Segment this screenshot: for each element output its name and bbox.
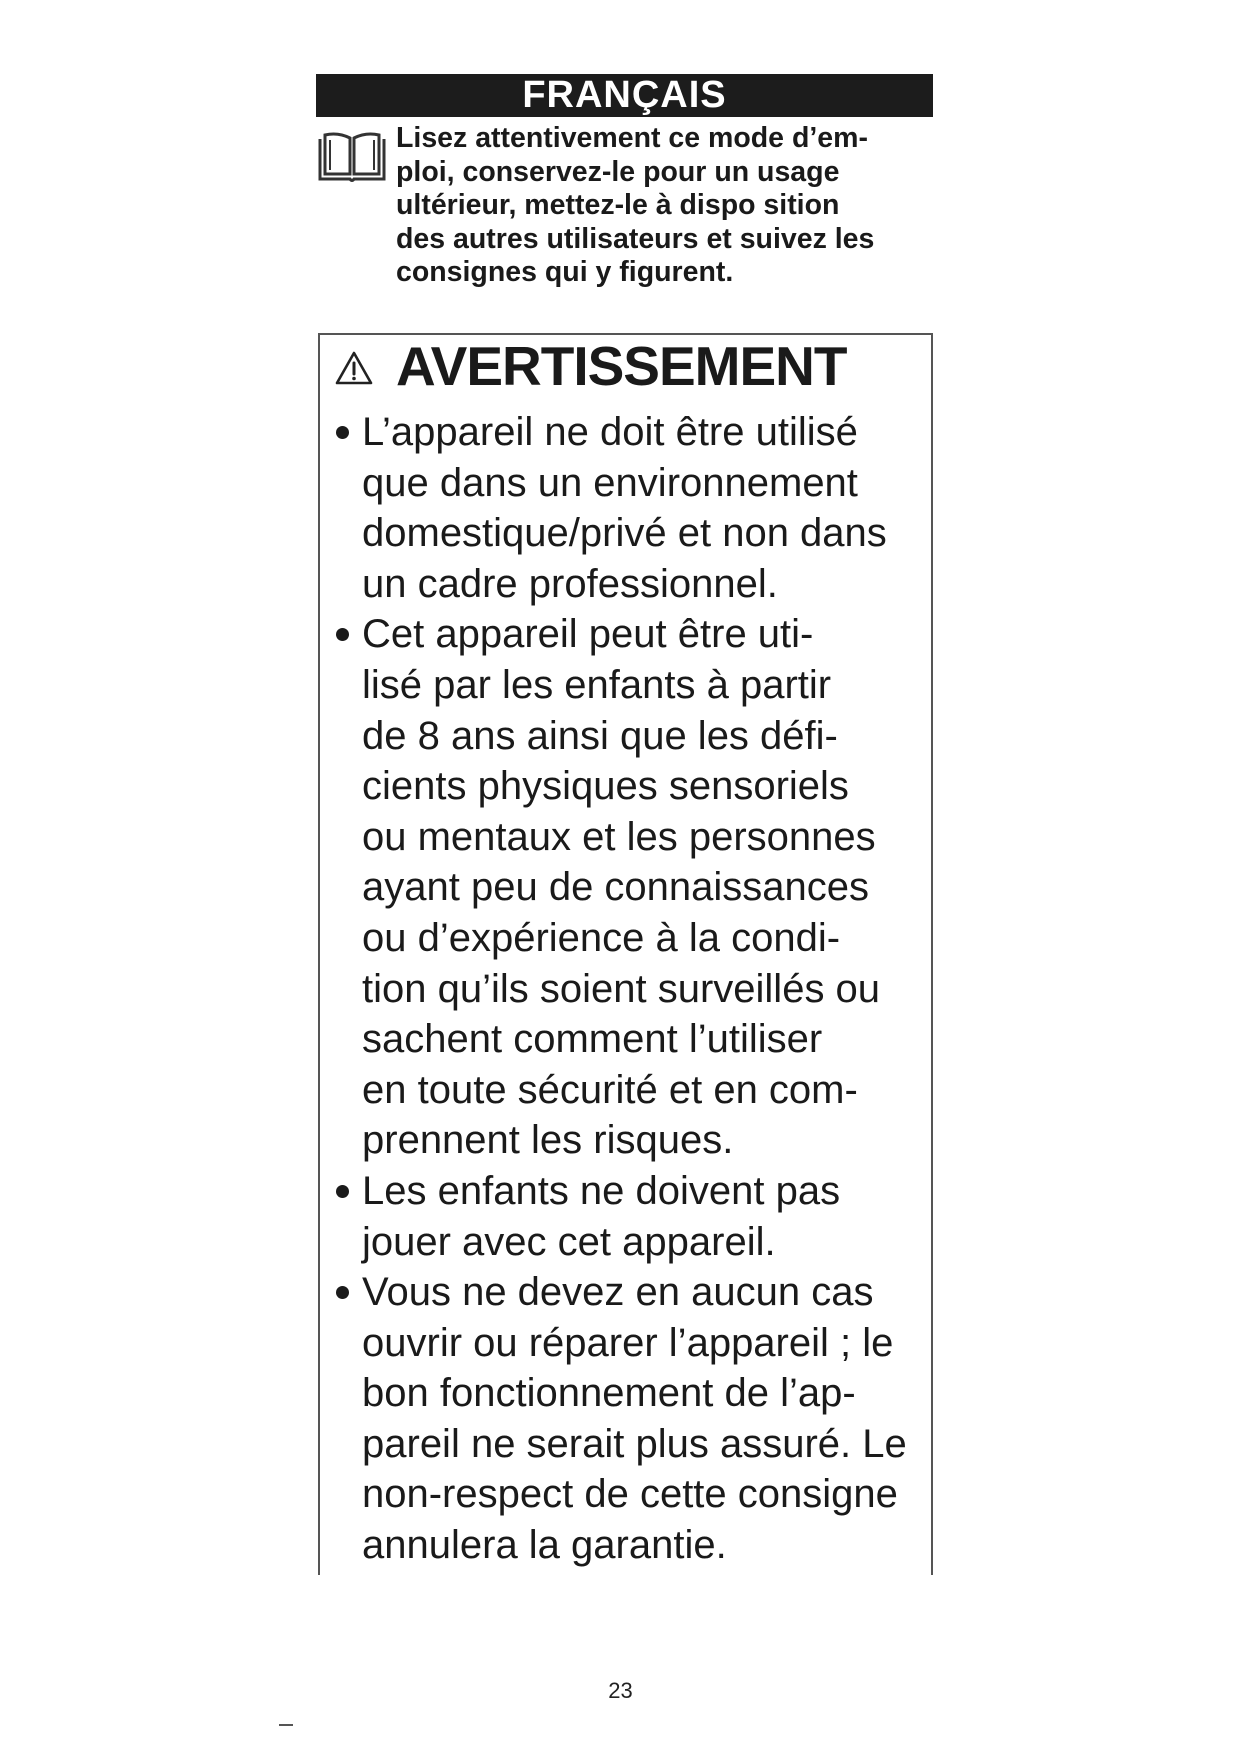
- warning-line: Les enfants ne doivent pas: [362, 1168, 841, 1213]
- warning-title: AVERTISSEMENT: [396, 335, 847, 397]
- warning-item: [330, 407, 930, 609]
- bullet-dot: [336, 1185, 349, 1198]
- page-number: 23: [608, 1678, 633, 1703]
- warning-triangle-icon: [334, 350, 374, 386]
- intro-line: Lisez attentivement ce mode d’em-: [396, 122, 868, 154]
- warning-line: que dans un environnement: [362, 460, 858, 505]
- warning-line: sachent comment l’utiliser: [362, 1017, 823, 1062]
- bullet-dot: [336, 426, 349, 439]
- warning-line: de 8 ans ainsi que les défi-: [362, 713, 838, 758]
- crop-mark: [279, 1724, 293, 1726]
- warning-line: domestique/privé et non dans: [362, 511, 887, 556]
- bullet-dot: [336, 628, 349, 641]
- warning-line: lisé par les enfants à partir: [362, 662, 832, 707]
- warning-line: jouer avec cet appareil.: [362, 1219, 776, 1264]
- warning-line: ouvrir ou réparer l’appareil ; le: [362, 1320, 894, 1365]
- warning-line: ayant peu de connaissances: [362, 865, 870, 910]
- warning-line: Vous ne devez en aucun cas: [362, 1270, 874, 1315]
- warning-item: [330, 609, 930, 1166]
- book-icon: [316, 129, 388, 185]
- warning-line: L’appareil ne doit être utilisé: [362, 410, 858, 454]
- warning-line: cients physiques sensoriels: [362, 764, 849, 809]
- warning-line: Cet appareil peut être uti-: [362, 612, 814, 657]
- warning-line: prennent les risques.: [362, 1118, 734, 1163]
- warning-line: ou d’expérience à la condi-: [362, 915, 841, 960]
- intro-text: [396, 122, 936, 290]
- warning-line: tion qu’ils soient surveillés ou: [362, 966, 881, 1011]
- warning-list: [330, 407, 930, 1571]
- bullet-dot: [336, 1286, 349, 1299]
- warning-item: [330, 1267, 930, 1571]
- intro-line: consignes qui y figurent.: [396, 256, 734, 288]
- intro-line: ploi, conservez-le pour un usage: [396, 155, 840, 188]
- warning-line: non-respect de cette consigne: [362, 1472, 898, 1517]
- warning-line: un cadre professionnel.: [362, 561, 778, 606]
- warning-line: ou mentaux et les personnes: [362, 814, 876, 859]
- warning-line: pareil ne serait plus assuré. Le: [362, 1421, 907, 1466]
- warning-line: en toute sécurité et en com-: [362, 1067, 858, 1112]
- intro-line: ultérieur, mettez-le à dispo sition: [396, 189, 840, 221]
- language-header: FRANÇAIS: [316, 74, 933, 117]
- warning-line: annulera la garantie.: [362, 1523, 727, 1568]
- intro-line: des autres utilisateurs et suivez les: [396, 222, 875, 255]
- warning-line: bon fonctionnement de l’ap-: [362, 1371, 856, 1416]
- warning-item: [330, 1166, 930, 1267]
